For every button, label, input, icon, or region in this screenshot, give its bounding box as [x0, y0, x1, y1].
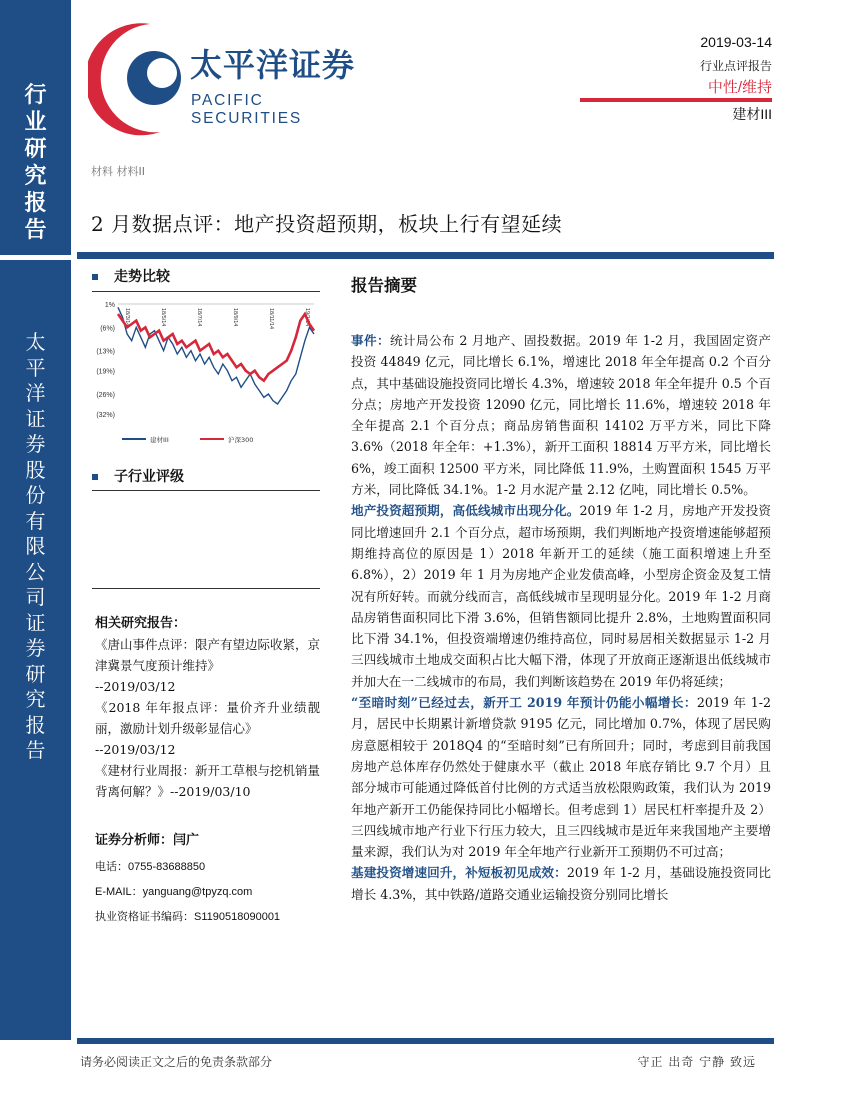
series-line-jiancai	[118, 307, 314, 404]
related-report-2[interactable]: 《2018 年年报点评：量价齐升业绩靓丽，激励计划升级彰显信心》 --2019/03/12	[95, 700, 320, 757]
report-type: 行业点评报告	[699, 59, 772, 73]
legend-label: 建材III	[150, 436, 169, 444]
y-tick-label: (6%)	[100, 325, 115, 333]
analyst-license: 执业资格证书编码：S1190518090001	[95, 911, 281, 923]
x-tick-label: 19/1/14	[304, 308, 310, 327]
summary-heading: 报告摘要	[351, 276, 417, 295]
x-tick-label: 18/9/14	[232, 308, 238, 327]
footer-divider	[77, 1038, 774, 1044]
rating-heading: 子行业评级	[92, 466, 184, 486]
x-tick-label: 18/7/14	[196, 308, 202, 327]
x-tick-label: 18/5/14	[160, 308, 166, 327]
analyst-name: 证券分析师：闫广	[95, 833, 200, 848]
breadcrumb: 材料 材料II	[91, 165, 145, 178]
header-accent-line	[580, 98, 772, 102]
report-date: 2019-03-14	[700, 34, 772, 50]
x-tick-label: 18/3/14	[124, 308, 130, 327]
summary-paragraph: 基建投资增速回升，补短板初见成效：2019 年 1-2 月，基础设施投资同比增长 4.3%，其中铁路/道路交通业运输投资分别同比增长	[351, 865, 771, 902]
y-tick-label: (19%)	[96, 368, 115, 376]
related-report-1[interactable]: 《唐山事件点评：限产有望边际收紧，京津冀景气度预计维持》 --2019/03/12	[95, 637, 321, 694]
trend-heading: 走势比较	[92, 266, 170, 286]
sector: 建材III	[732, 106, 772, 122]
company-name-cn: 太平洋证券	[190, 46, 356, 84]
related-reports-title: 相关研究报告：	[95, 616, 187, 631]
related-report-3[interactable]: 《建材行业周报：新开工草根与挖机销量背离何解？》--2019/03/10	[95, 763, 321, 799]
y-tick-label: 1%	[104, 302, 115, 309]
logo-emblem-icon	[88, 18, 188, 138]
company-motto: 守正 出奇 宁静 致远	[637, 1055, 756, 1069]
divider	[92, 291, 320, 292]
divider	[92, 588, 320, 589]
analyst-phone: 电话：0755-83688850	[95, 861, 206, 873]
summary-paragraph: 地产投资超预期，高低线城市出现分化。2019 年 1-2 月，房地产开发投资同比增速回升 2.1 个百分点，超市场预期，我们判断地产投资增速能够超预期维持高位的原因是 1）2018 年新开工的延续（施工面积增速上升至 6.8%），2）2019 年 1 月为房地产企业发债高峰，小型房企资金及复工情况有所好转。而就分线而言，高低线城市呈现明显分化。2019 年 1-2 月商品房销售面积同比下滑 3.6%，但销售额同比提升 2.8%，土地购置面积同比下滑 34.1%，但投资端增速仍维持高位，同时易居相关数据显示 1-2 月三四线城市土地成交面积占比大幅下滑，体现了开放商正逐渐退出低线城市并加大在一二线城市的布局，我们判断该趋势在 2019 年仍将延续；	[351, 503, 772, 689]
square-bullet-icon	[92, 474, 98, 480]
y-tick-label: (13%)	[96, 348, 115, 356]
page-title: 2 月数据点评：地产投资超预期，板块上行有望延续	[91, 212, 563, 236]
summary-body	[351, 330, 771, 905]
company-name-en: PACIFIC SECURITIES	[191, 92, 303, 127]
trend-chart	[92, 296, 320, 456]
square-bullet-icon	[92, 274, 98, 280]
divider	[92, 490, 320, 491]
x-tick-label: 18/11/14	[268, 308, 274, 330]
disclaimer-link[interactable]: 请务必阅读正文之后的免责条款部分	[80, 1055, 273, 1069]
company-logo	[88, 18, 378, 138]
title-divider	[77, 252, 774, 259]
y-tick-label: (26%)	[96, 392, 115, 399]
trend-chart-svg	[92, 296, 320, 456]
analyst-email[interactable]: E-MAIL：yanguang@tpyzq.com	[95, 886, 253, 898]
legend-label: 沪深300	[228, 436, 254, 444]
y-tick-label: (32%)	[96, 412, 115, 419]
rating: 中性/维持	[707, 79, 772, 96]
sidebar-top-label: 行 业 研 究 报 告	[24, 82, 47, 243]
summary-paragraph: 事件：统计局公布 2 月地产、固投数据。2019 年 1-2 月，我国固定资产投资 44849 亿元，同比增长 6.1%，增速比 2018 年全年提高 0.2 个百分点，其中基础设施投资同比增长 4.3%，增速较 2018 年全年提升 0.5 个百分点；房地产开发投资 12090 亿元，同比增长 11.6%，增速较 2018 年全年提高 2.1 个百分点；商品房销售面积 14102 万平方米，同比下降 3.6%（2018 年全年：+1.3%），新开工面积 18814 万平方米，同比增长 6%，竣工面积 12500 平方米，同比降低 11.9%，土购置面积 1545 万平方米，同比降低 34.1%。1-2 月水泥产量 2.12 亿吨，同比增长 0.5%。	[351, 333, 772, 498]
sidebar-bottom-label: 太 平 洋 证 券 股 份 有 限 公 司 证 券 研 究 报 告	[25, 330, 46, 762]
summary-paragraph: “至暗时刻”已经过去，新开工 2019 年预计仍能小幅增长：2019 年 1-2 月，居民中长期累计新增贷款 9195 亿元，同比增加 0.7%，体现了居民购房意愿相较于 2018Q4 的“至暗时刻”已有所回升；同时，考虑到目前我国房地产总体库存仍然处于健康水平（截止 2018 年底存销比 9.7 个月）且部分城市可能通过降低首付比例的方式适当放松限购政策，我们认为 2019 年地产新开工仍能保持同比小幅增长。但考虑到 1）居民杠杆率提升及 2）三四线城市地产行业下行压力较大，且三四线城市是近年来我国地产主要增量来源，我们认为对 2019 年全年地产行业新开工预期仍不可过高；	[351, 695, 771, 860]
